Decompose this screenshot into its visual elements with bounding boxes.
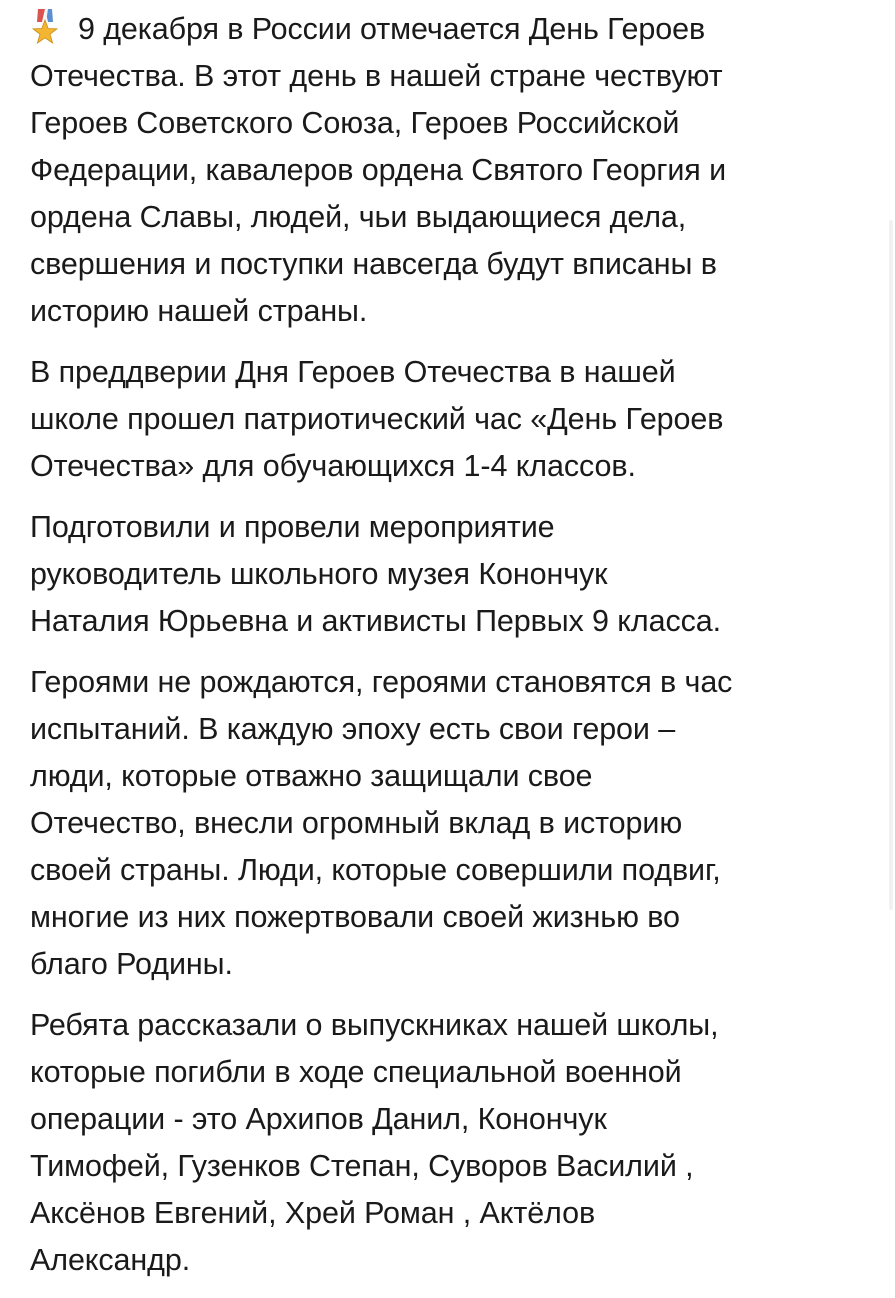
paragraph-graduates: Ребята рассказали о выпускниках нашей школы, которые погибли в ходе специальной военной операции - это Архипов Данил, Конончук Тимофей, Гузенков Степан, Суворов Василий , Аксёнов Евгений, Хрей Роман , Актёлов Александр. — [30, 1008, 719, 1277]
paragraph-heroes: Героями не рождаются, героями становятся в час испытаний. В каждую эпоху есть свои герои – люди, которые отважно защищали свое Отечество, внесли огромный вклад в историю своей страны. Люди, которые совершили подвиг, многие из них пожертвовали своей жизнью во благо Родины. — [30, 665, 733, 981]
post-body — [30, 6, 860, 1298]
paragraph-intro-text: 9 декабря в России отмечается День Героев Отечества. В этот день в нашей стране чествуют Героев Советского Союза, Героев Российской Федерации, кавалеров ордена Святого Георгия и ордена Славы, людей, чьи выдающиеся дела, свершения и поступки навсегда будут вписаны в историю нашей страны. — [30, 12, 727, 328]
gold-star-medal-icon — [30, 9, 60, 45]
scrollbar[interactable] — [889, 220, 893, 910]
paragraph-organizers: Подготовили и провели мероприятие руководитель школьного музея Конончук Наталия Юрьевна и активисты Первых 9 класса. — [30, 510, 721, 638]
paragraph-event: В преддверии Дня Героев Отечества в нашей школе прошел патриотический час «День Героев Отечества» для обучающихся 1-4 классов. — [30, 355, 724, 483]
paragraph-intro — [30, 6, 860, 335]
